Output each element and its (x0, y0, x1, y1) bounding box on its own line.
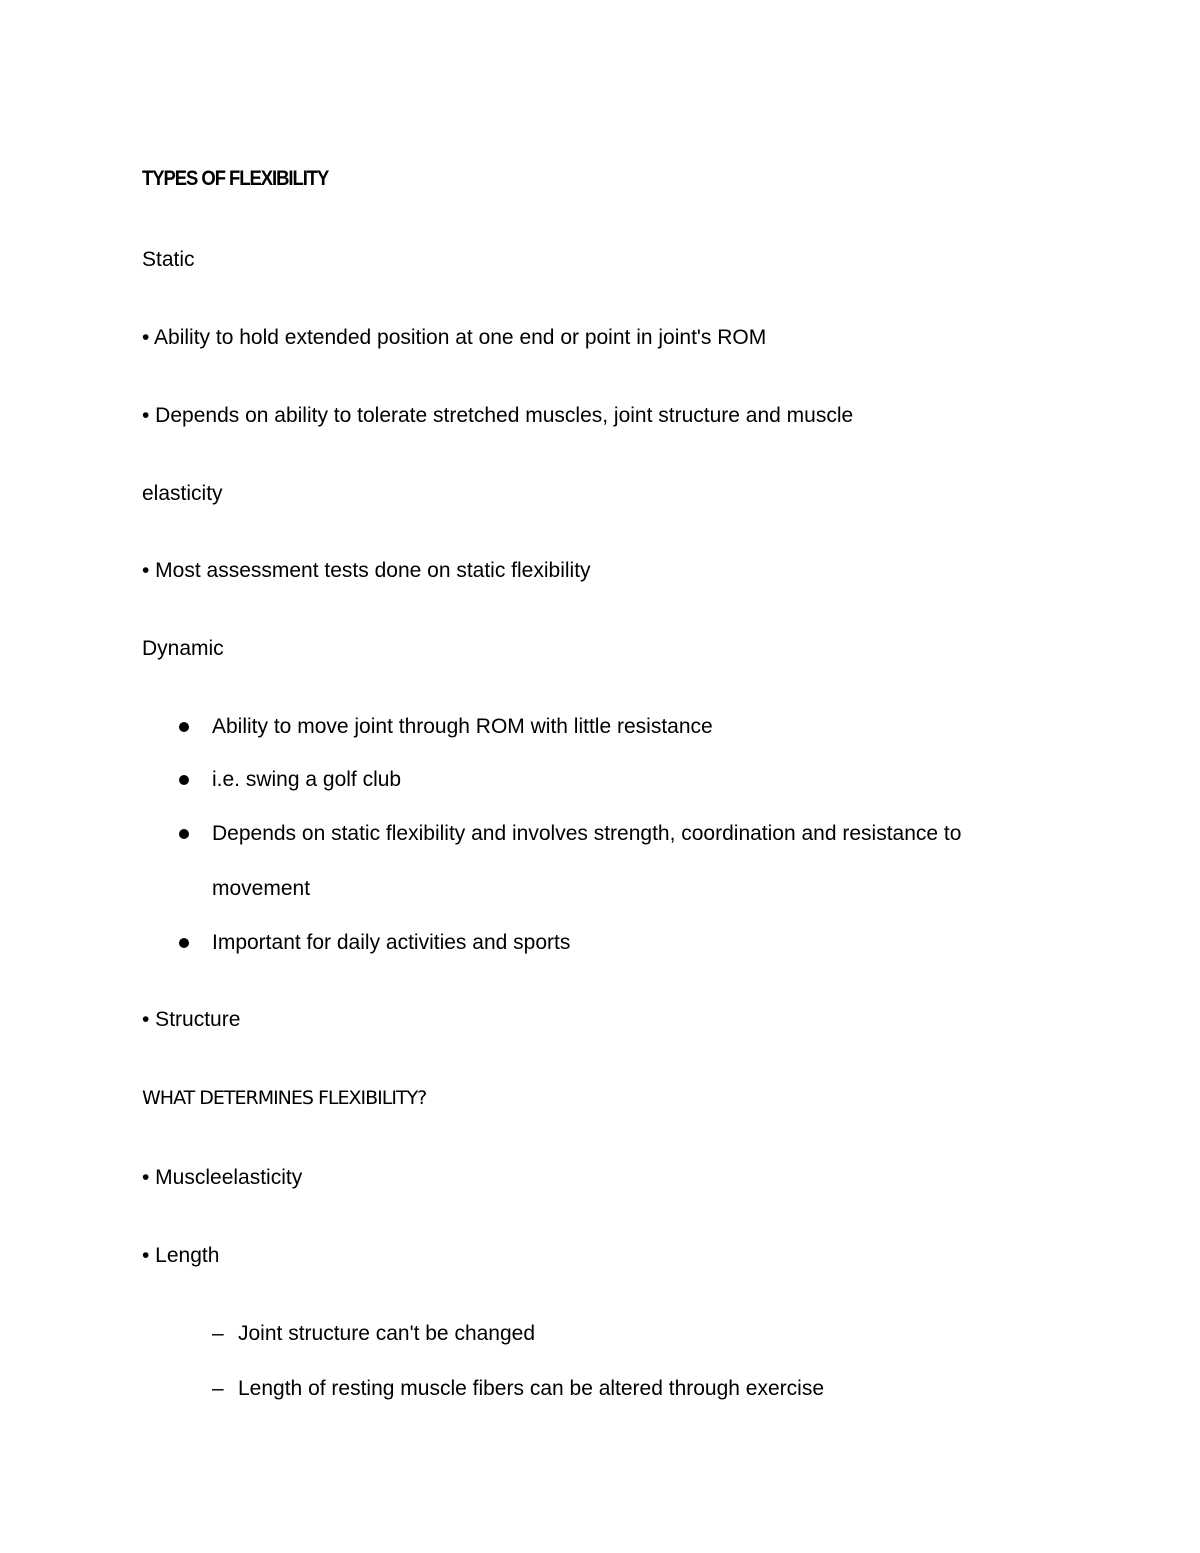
static-point-3: • Most assessment tests done on static flexibility (142, 559, 591, 582)
determinant-point-2: • Length (142, 1244, 220, 1267)
sub-point-2: Length of resting muscle fibers can be altered through exercise (238, 1377, 825, 1400)
bullet-icon (179, 938, 189, 948)
section-title-what-determines-flexibility: WHAT DETERMINES FLEXIBILITY? (142, 1087, 427, 1109)
static-point-2-continuation: elasticity (142, 482, 223, 505)
bullet-icon (179, 829, 189, 839)
determinant-point-1: • Muscleelasticity (142, 1166, 303, 1189)
dynamic-point-4: Important for daily activities and sports (212, 931, 571, 954)
dynamic-point-2: i.e. swing a golf club (212, 768, 402, 791)
static-label: Static (142, 248, 195, 271)
dynamic-label: Dynamic (142, 637, 224, 660)
sub-point-1: Joint structure can't be changed (238, 1322, 536, 1345)
dash-marker: – (212, 1322, 224, 1345)
structure-point: • Structure (142, 1008, 241, 1031)
section-title-types-of-flexibility: TYPES OF FLEXIBILITY (142, 167, 329, 190)
static-point-1: • Ability to hold extended position at one end or point in joint's ROM (142, 326, 767, 349)
dynamic-point-3: Depends on static flexibility and involves strength, coordination and resistance to (212, 822, 962, 845)
bullet-icon (179, 775, 189, 785)
static-point-2: • Depends on ability to tolerate stretched muscles, joint structure and muscle (142, 404, 854, 427)
dash-marker: – (212, 1377, 224, 1400)
dynamic-point-1: Ability to move joint through ROM with little resistance (212, 715, 713, 738)
dynamic-point-3-continuation: movement (212, 877, 311, 900)
bullet-icon (179, 722, 189, 732)
